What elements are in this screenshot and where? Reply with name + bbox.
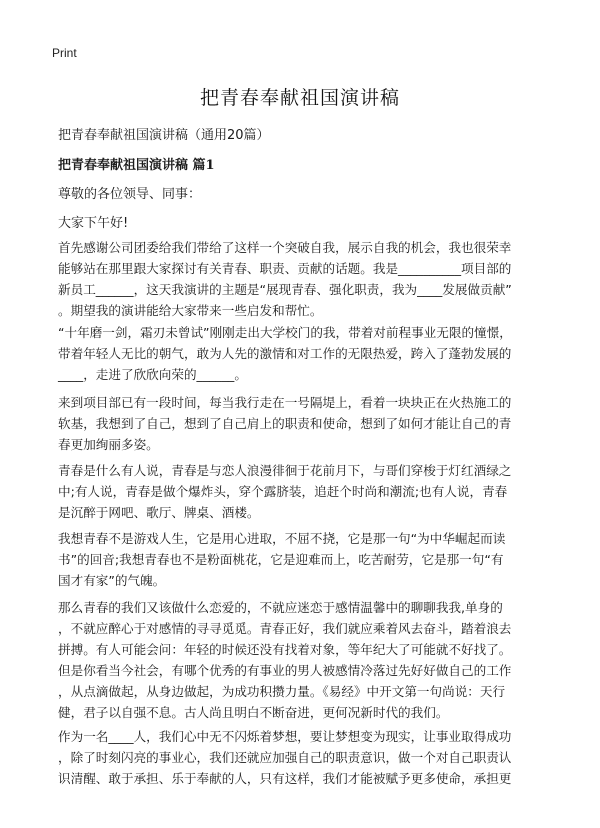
text-line: 健，君子以自强不息。古人尚且明白不断奋进，更何况新时代的我们。: [58, 705, 449, 720]
paragraph-2: [58, 322, 548, 385]
text-line: 能够站在那里跟大家探讨有关青春、职责、贡献的话题。我是__________项目部的: [58, 261, 512, 276]
text-line: 国才有家”的气魄。: [58, 573, 166, 588]
greeting-line: 尊敬的各位领导、同事：: [58, 187, 202, 202]
paragraph-5: [58, 528, 548, 591]
text-line: ，除了时刻闪亮的事业心，我们还就应加强自己的职责意识，做一个对自己职责认: [58, 750, 512, 765]
paragraph-6: [58, 597, 548, 723]
text-line: 那么青春的我们又该做什么恋爱的，不就应迷恋于感情温馨中的聊聊我我,单身的: [58, 600, 503, 615]
text-line: 来到项目部已有一段时间，每当我行走在一号隔堤上，看着一块块正在火热施工的: [58, 395, 512, 410]
text-line: ，不就应醉心于对感情的寻寻觅觅。青春正好，我们就应乘着风去奋斗，踏着浪去: [58, 621, 512, 636]
text-line: 新员工______，这天我演讲的主题是“展现青春、强化职责，我为____发展做贡献”: [58, 282, 512, 297]
paragraph-7: [58, 726, 548, 789]
text-line: 首先感谢公司团委给我们带给了这样一个突破自我，展示自我的机会，我也很荣幸: [58, 240, 512, 255]
text-line: 我想青春不是游戏人生，它是用心进取，不屈不挠，它是那一句“为中华崛起而读: [58, 531, 506, 546]
text-line: 带着年轻人无比的朝气，敢为人先的激情和对工作的无限热爱，跨入了蓬勃发展的: [58, 346, 512, 361]
text-line: 是沉醉于网吧、歌厅、牌桌、酒楼。: [58, 505, 260, 520]
paragraph-4: [58, 460, 548, 523]
text-line: 但是你看当今社会，有哪个优秀的有事业的男人被感情冷落过先好好做自己的工作: [58, 663, 512, 678]
text-line: 书”的回音;我想青春也不是粉面桃花，它是迎难而上，吃苦耐劳，它是那一句“有: [58, 552, 504, 567]
text-line: 。期望我的演讲能给大家带来一些启发和帮忙。: [58, 303, 323, 318]
text-line: 中;有人说，青春是做个爆炸头，穿个露脐装，追赶个时尚和潮流;也有人说，青春: [58, 484, 508, 499]
text-line: “十年磨一剑，霜刃未曾试”刚刚走出大学校门的我，带着对前程事业无限的憧憬，: [58, 325, 512, 340]
text-line: 软基，我想到了自己，想到了自己肩上的职责和使命，想到了如何才能让自己的青: [58, 416, 512, 431]
text-line: 青春是什么有人说，青春是与恋人浪漫徘徊于花前月下，与哥们穿梭于灯红酒绿之: [58, 463, 512, 478]
text-line: 拼搏。有人可能会问：年轻的时候还没有找着对象，等年纪大了可能就不好找了。: [58, 642, 512, 657]
text-line: ，从点滴做起，从身边做起，为成功积攒力量。《易经》中开文第一句尚说：天行: [58, 684, 506, 699]
paragraph-1: [58, 237, 548, 321]
document-subtitle: 把青春奉献祖国演讲稿（通用20篇）: [58, 128, 270, 143]
paragraph-3: [58, 392, 548, 455]
greeting-line-2: 大家下午好!: [58, 216, 129, 231]
text-line: 作为一名____人，我们心中无不闪烁着梦想，要让梦想变为现实，让事业取得成功: [58, 729, 512, 744]
section-heading: 把青春奉献祖国演讲稿 篇1: [58, 158, 215, 173]
text-line: 识清醒、敢于承担、乐于奉献的人，只有这样，我们才能被赋予更多使命，承担更: [58, 771, 512, 786]
print-link[interactable]: Print: [52, 46, 77, 60]
text-line: 春更加绚丽多姿。: [58, 437, 159, 452]
page-title: 把青春奉献祖国演讲稿: [199, 87, 400, 109]
text-line: ____，走进了欣欣向荣的______。: [58, 367, 247, 382]
